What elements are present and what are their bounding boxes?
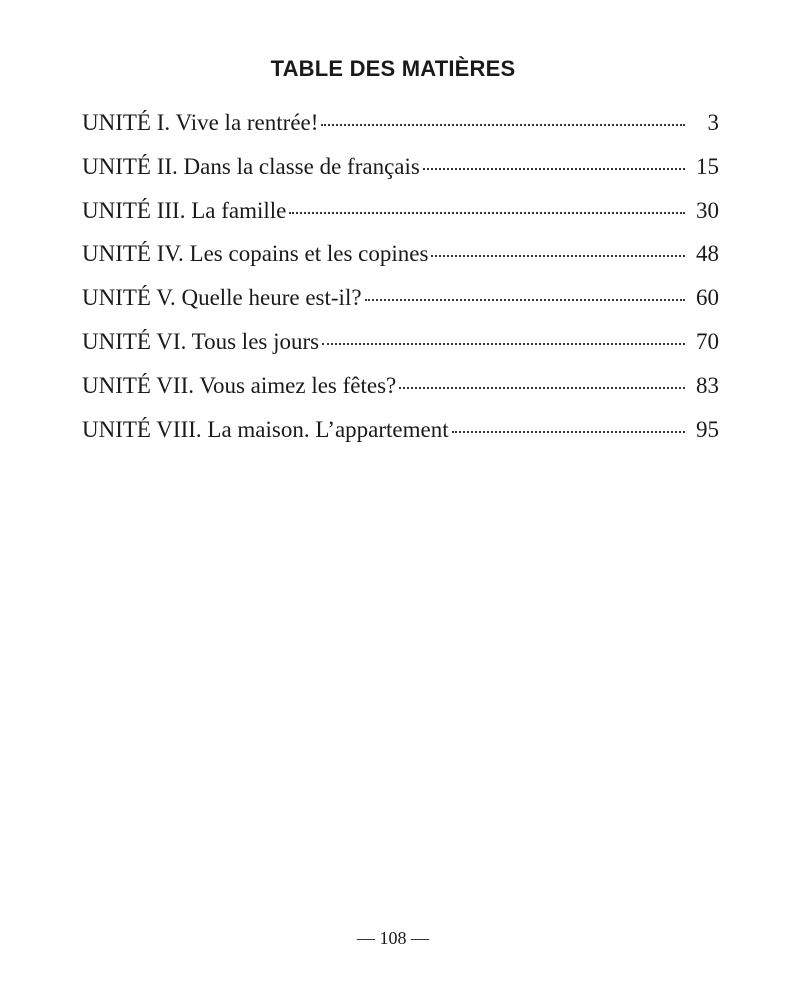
toc-entry-title: UNITÉ VI. Tous les jours	[82, 328, 320, 354]
toc-entry-page: 70	[696, 328, 719, 354]
toc-entry	[82, 417, 719, 461]
toc-entry-title: UNITÉ VII. Vous aimez les fêtes?	[82, 372, 397, 398]
toc-entry-title: UNITÉ VIII. La maison. L’appartement	[82, 416, 449, 442]
dot-leader	[321, 124, 685, 126]
dot-leader	[431, 255, 685, 257]
toc-heading: TABLE DES MATIÈRES	[270, 56, 516, 81]
dot-leader	[452, 431, 685, 433]
toc-entry	[82, 241, 719, 285]
dot-leader	[399, 387, 685, 389]
dot-leader	[365, 299, 685, 301]
dot-leader	[289, 212, 685, 214]
toc-entry	[82, 198, 719, 242]
toc-entry-page: 83	[696, 372, 719, 398]
page-number: — 108 —	[357, 928, 429, 948]
toc-entry	[82, 110, 719, 154]
toc-entry-title: UNITÉ V. Quelle heure est-il?	[82, 285, 362, 311]
toc-entry-title: UNITÉ IV. Les copains et les copines	[82, 241, 429, 267]
toc-entry	[82, 329, 719, 373]
toc-entry	[82, 154, 719, 198]
toc-entry-page: 15	[696, 153, 719, 179]
toc-entry-title: UNITÉ III. La famille	[82, 197, 287, 223]
toc-entry-page: 30	[696, 197, 719, 223]
toc-entry-page: 48	[696, 241, 719, 267]
toc-entry-title: UNITÉ II. Dans la classe de français	[82, 153, 420, 179]
dot-leader	[322, 343, 685, 345]
toc-entry-page: 3	[707, 110, 719, 135]
dot-leader	[423, 168, 685, 170]
toc-list	[82, 110, 719, 460]
toc-entry-page: 95	[696, 416, 719, 442]
toc-entry-page: 60	[696, 285, 719, 311]
toc-entry	[82, 373, 719, 417]
toc-entry-title: UNITÉ I. Vive la rentrée!	[82, 110, 319, 135]
toc-entry	[82, 285, 719, 329]
